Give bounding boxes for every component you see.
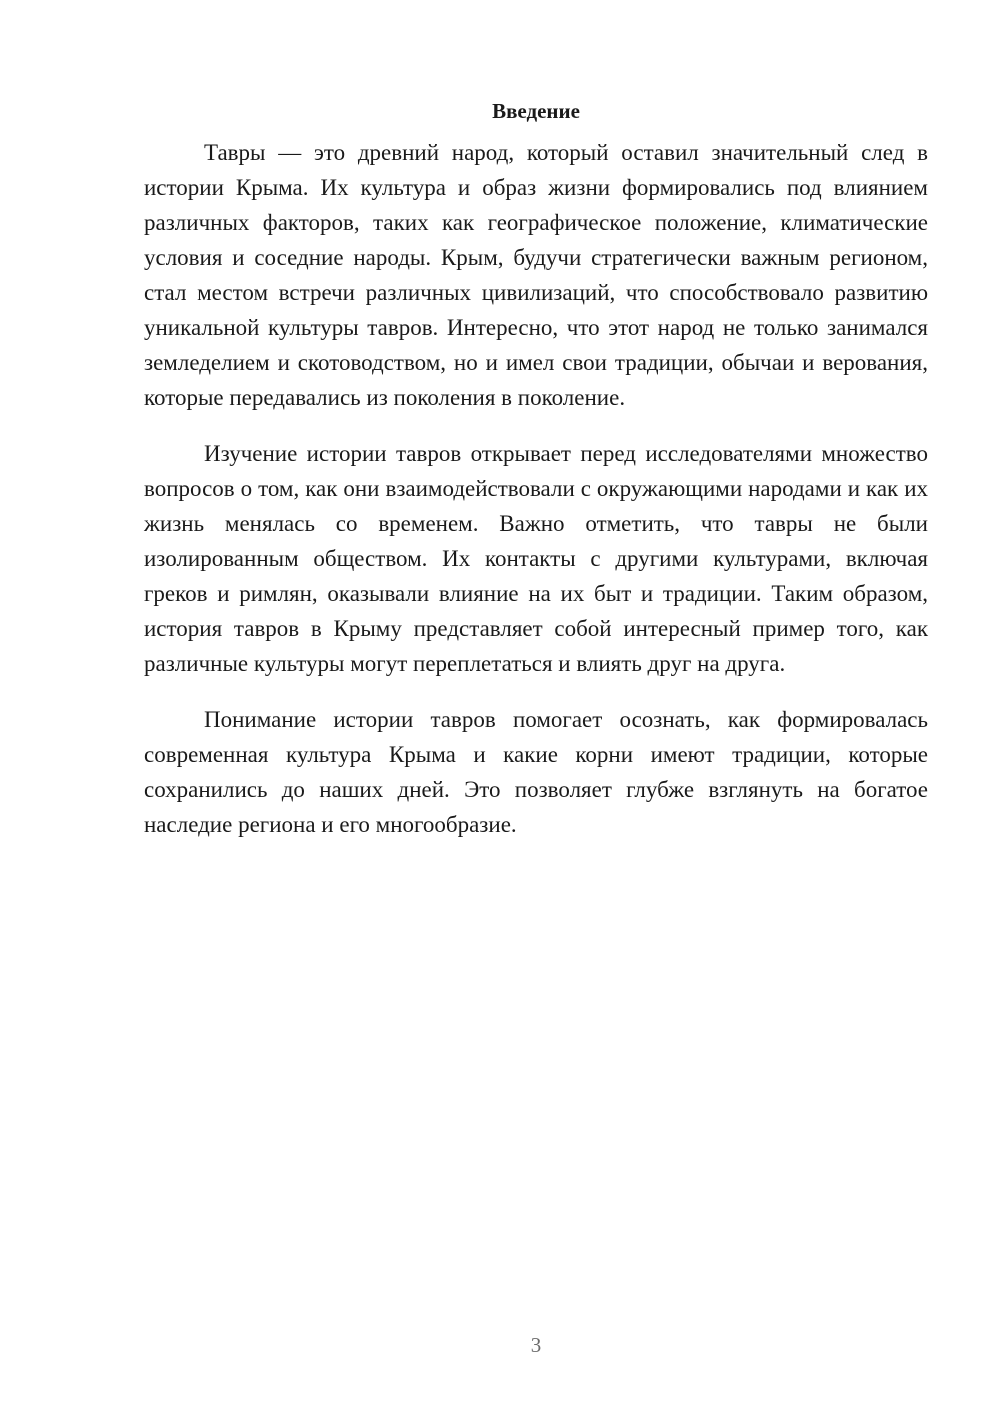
page-number: 3	[530, 1333, 542, 1357]
paragraph-1: Тавры — это древний народ, который оставил значительный след в истории Крыма. Их культура и образ жизни формировались под влиянием различных факторов, таких как географическое положение, климатические условия и соседние народы. Крым, будучи стратегически важным регионом, стал местом встречи различных цивилизаций, что способствовало развитию уникальной культуры тавров. Интересно, что этот народ не только занимался земледелием и скотоводством, но и имел свои традиции, обычаи и верования, которые передавались из поколения в поколение.	[144, 140, 928, 410]
paragraph-2: Изучение истории тавров открывает перед исследователями множество вопросов о том, как они взаимодействовали с окружающими народами и как их жизнь менялась со временем. Важно отметить, что тавры не были изолированным обществом. Их контакты с другими культурами, включая греков и римлян, оказывали влияние на их быт и традиции. Таким образом, история тавров в Крыму представляет собой интересный пример того, как различные культуры могут переплетаться и влиять друг на друга.	[144, 441, 928, 676]
section-heading: Введение	[492, 99, 580, 123]
paragraph-3: Понимание истории тавров помогает осознать, как формировалась современная культура Крыма и какие корни имеют традиции, которые сохранились до наших дней. Это позволяет глубже взглянуть на богатое наследие региона и его многообразие.	[144, 707, 928, 837]
page-content	[144, 94, 928, 863]
